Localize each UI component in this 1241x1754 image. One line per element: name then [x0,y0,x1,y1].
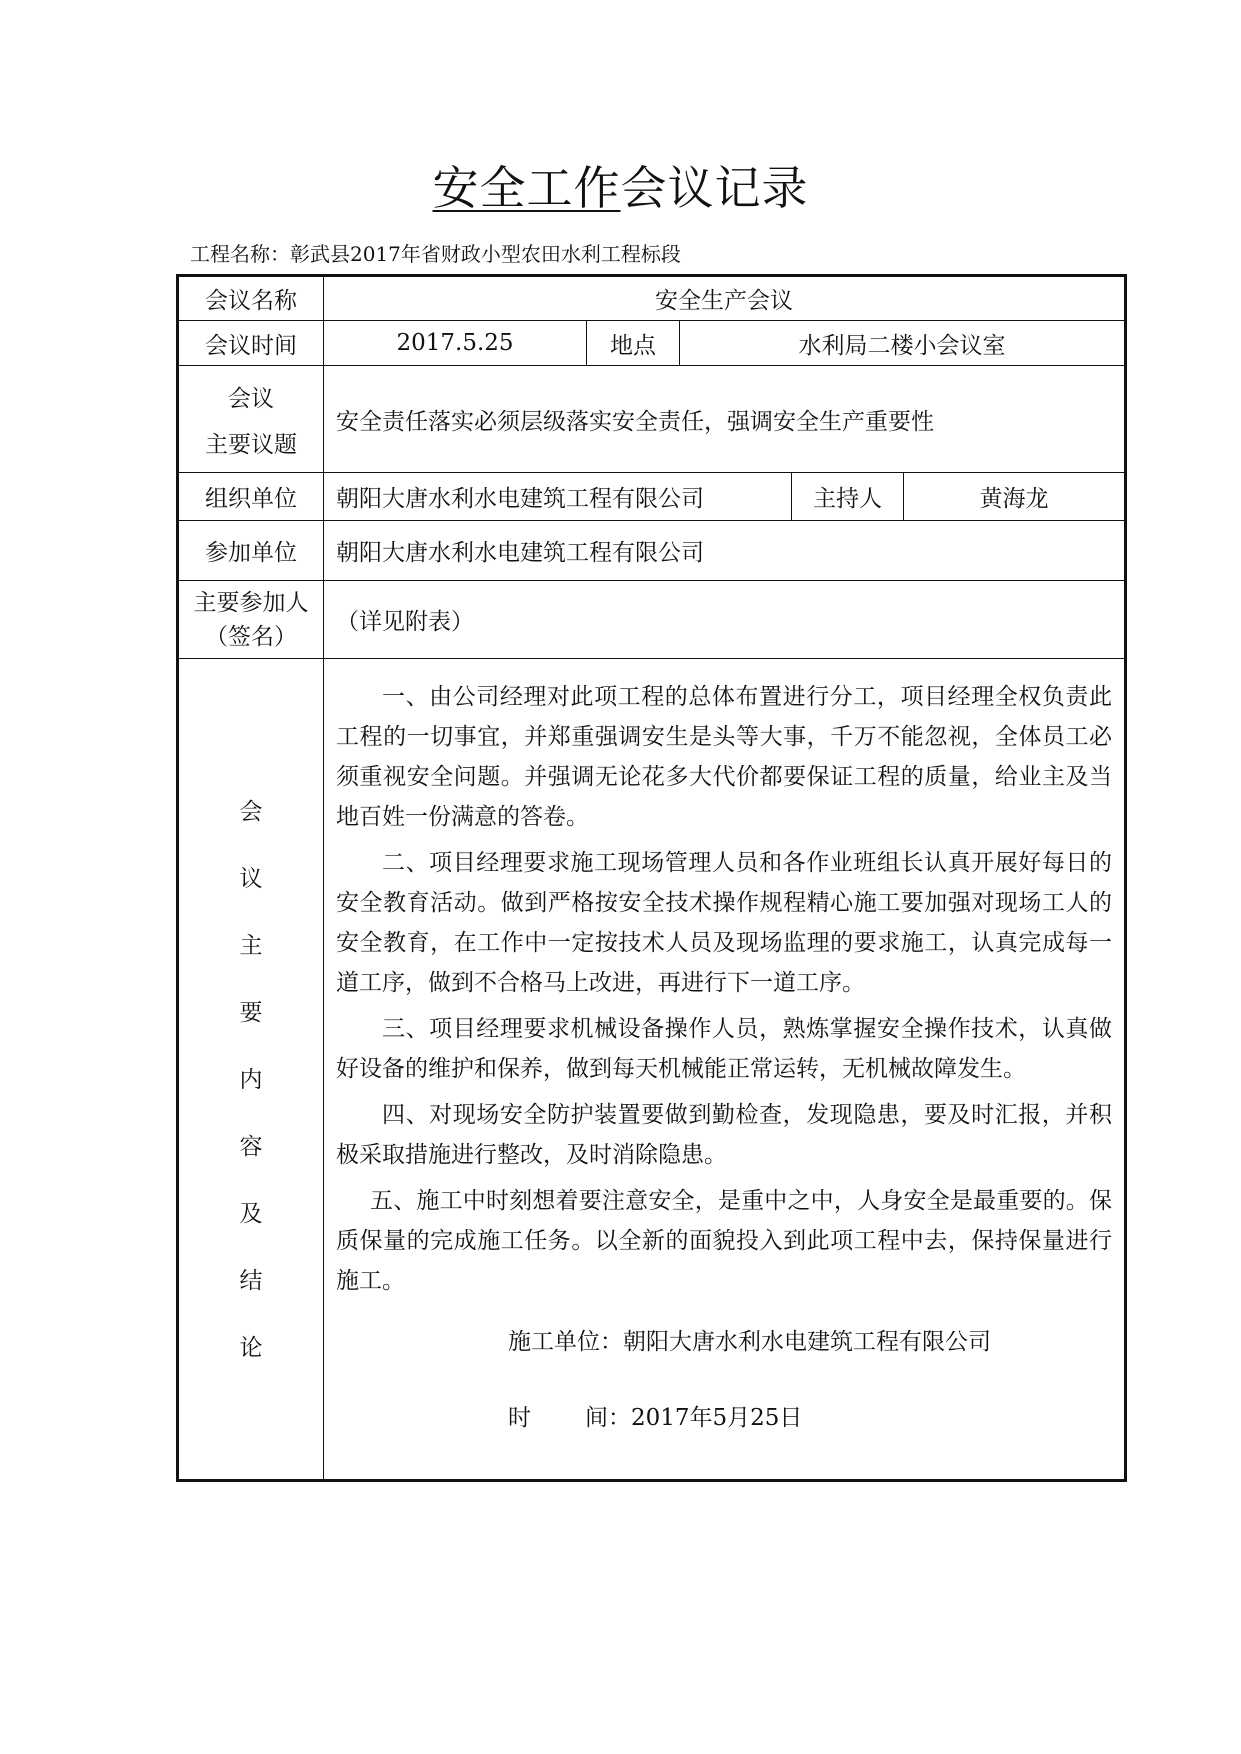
meeting-name-value: 安全生产会议 [324,276,1126,321]
content-label-char: 及 [239,1201,263,1227]
row-participant-unit [178,521,1126,581]
page-title [0,158,1241,218]
content-paragraph-1: 一、由公司经理对此项工程的总体布置进行分工，项目经理全权负责此工程的一切事宜，并郑重强调安生是头等大事，千万不能忽视，全体员工必须重视安全问题。并强调无论花多大代价都要保证工程的质量，给业主及当地百姓一份满意的答卷。 [336,684,1112,830]
host-label: 主持人 [792,473,904,521]
sign-time-value: 2017年5月25日 [631,1405,803,1431]
participants-label [178,581,324,659]
sign-unit-value: 朝阳大唐水利水电建筑工程有限公司 [623,1329,991,1355]
topic-label [178,366,324,473]
project-name [190,240,681,268]
meeting-name-label: 会议名称 [178,276,324,321]
project-value: 彰武县2017年省财政小型农田水利工程标段 [290,242,681,266]
content-body [324,659,1126,1481]
location-label: 地点 [587,321,680,366]
sign-time-label-2: 间： [585,1405,631,1431]
content-label-char: 容 [239,1134,263,1160]
participant-unit-value: 朝阳大唐水利水电建筑工程有限公司 [324,521,1126,581]
content-label-char: 议 [239,866,263,892]
row-meeting-name [178,276,1126,321]
content-paragraph-4: 四、对现场安全防护装置要做到勤检查，发现隐患，要及时汇报，并积极采取措施进行整改，及时消除隐患。 [336,1102,1112,1168]
title-underlined: 安全工作 [432,161,621,215]
row-organizer [178,473,1126,521]
content-label-char: 主 [239,933,263,959]
row-content [178,659,1126,1481]
meeting-time-value: 2017.5.25 [324,321,587,366]
content-paragraph-3: 三、项目经理要求机械设备操作人员，熟炼掌握安全操作技术，认真做好设备的维护和保养，做到每天机械能正常运转，无机械故障发生。 [336,1016,1112,1082]
participants-value: （详见附表） [324,581,1126,659]
row-meeting-time [178,321,1126,366]
meeting-record-table [176,274,1127,1482]
organizer-label: 组织单位 [178,473,324,521]
content-paragraph-5: 五、施工中时刻想着要注意安全，是重中之中，人身安全是最重要的。保质保量的完成施工任务。以全新的面貌投入到此项工程中去，保持保量进行施工。 [336,1188,1112,1294]
organizer-value: 朝阳大唐水利水电建筑工程有限公司 [324,473,792,521]
row-topic [178,366,1126,473]
row-participants [178,581,1126,659]
content-label-char: 内 [239,1067,263,1093]
location-value: 水利局二楼小会议室 [680,321,1126,366]
topic-value: 安全责任落实必须层级落实安全责任，强调安全生产重要性 [324,366,1126,473]
participants-label-line2: （签名） [205,623,297,650]
participant-unit-label: 参加单位 [178,521,324,581]
host-value: 黄海龙 [904,473,1126,521]
sign-unit [508,1327,991,1357]
content-label [178,659,324,1481]
meeting-time-label: 会议时间 [178,321,324,366]
sign-time-label-1: 时 [508,1405,531,1431]
sign-unit-label: 施工单位： [508,1329,623,1355]
content-paragraph-2: 二、项目经理要求施工现场管理人员和各作业班组长认真开展好每日的安全教育活动。做到严格按安全技术操作规程精心施工要加强对现场工人的安全教育，在工作中一定按技术人员及现场监理的要求施工，认真完成每一道工序，做到不合格马上改进，再进行下一道工序。 [336,850,1112,996]
project-label: 工程名称： [190,242,290,266]
title-rest: 会议记录 [620,161,809,215]
content-label-char: 要 [239,1000,263,1026]
content-label-char: 结 [239,1268,263,1294]
sign-time [508,1403,802,1433]
content-label-char: 论 [239,1335,263,1361]
content-label-char: 会 [239,799,263,825]
topic-label-line1: 会议 [228,386,274,412]
participants-label-line1: 主要参加人 [193,589,309,616]
topic-label-line2: 主要议题 [205,432,297,458]
